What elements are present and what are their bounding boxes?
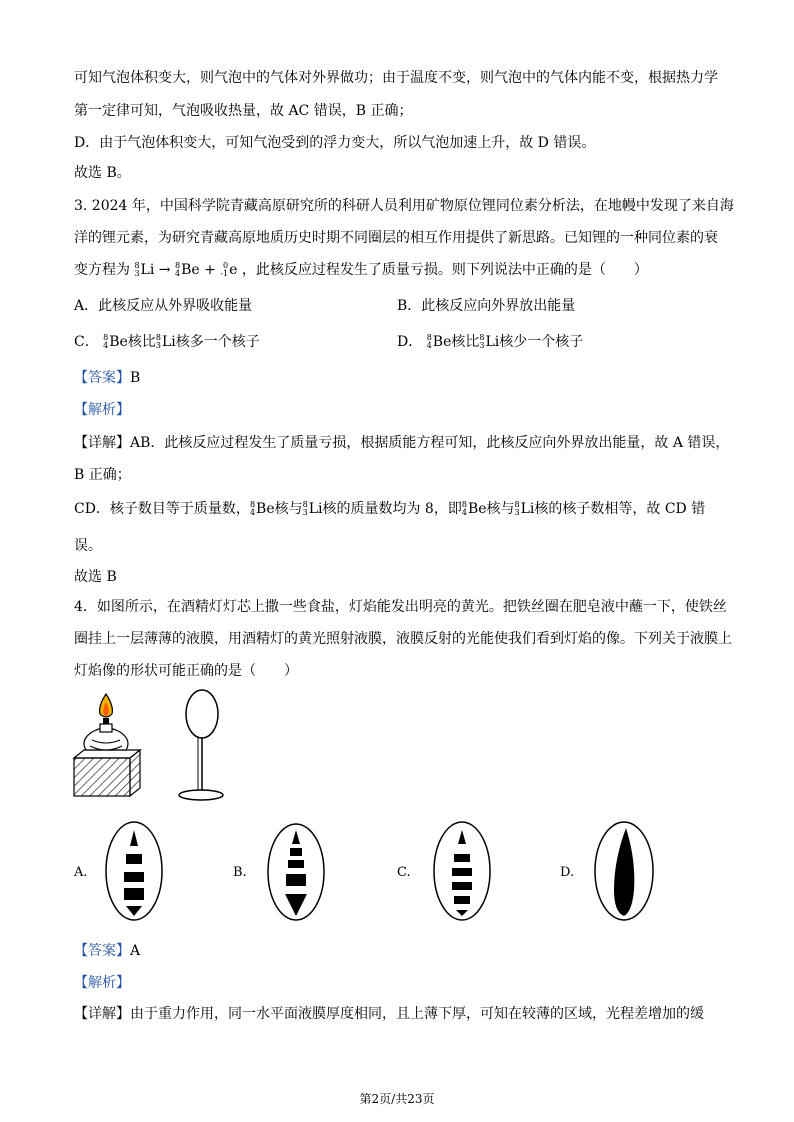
q3-detail-cont: B 正确； (74, 467, 131, 483)
q3-option-a: A．此核反应从外界吸收能量 (74, 298, 253, 314)
q3-option-b: B．此核反应向外界放出能量 (397, 298, 576, 314)
text-line: 第一定律可知，气泡吸收热量，故 AC 错误，B 正确； (74, 103, 413, 119)
li-nuclide: 8 3 Li (134, 261, 155, 278)
page-footer: 第2页/共23页 (359, 1092, 435, 1106)
alcohol-lamp (74, 694, 140, 796)
q4-option-a-label: A. (74, 865, 88, 880)
q4-option-a-image[interactable] (104, 820, 164, 922)
text: ，此核反应过程发生了质量亏损。则下列说法中正确的是（ ） (241, 262, 648, 278)
q4-option-b-image[interactable] (266, 822, 326, 922)
q4-answer: 【答案】A (74, 943, 141, 959)
q3-detail-cd: CD．核子数目等于质量数， 8 4 Be核与 8 3 Li核的质量数均为 8，即 8 4 Be核与 8 3 Li核的核子数相等，故 CD 错 (74, 500, 706, 517)
be-nuclide: 8 4 Be (174, 261, 200, 278)
q3-stem-line: 3. 2024 年，中国科学院青藏高原研究所的科研人员利用矿物原位锂同位素分析法，在地幔中发现了来自海 (74, 198, 734, 214)
text: 变方程为 (74, 262, 130, 278)
electron: 0 -1 e (220, 261, 238, 278)
q3-equation-line (74, 260, 648, 280)
q4-detail: 【详解】由于重力作用，同一水平面液膜厚度相同，且上薄下厚，可知在较薄的区域，光程差增加的缓 (74, 1006, 704, 1022)
q4-option-c-image[interactable] (432, 820, 492, 922)
q4-option-d-label: D. (560, 865, 575, 880)
wire-loop (179, 690, 223, 800)
q3-option-d: D． 8 4 Be核比 8 3 Li核少一个核子 (397, 333, 584, 350)
q3-detail: 【详解】AB．此核反应过程发生了质量亏损，根据质能方程可知，此核反应向外界放出能量，故 A 错误， (74, 435, 730, 451)
q3-analysis-tag: 【解析】 (74, 402, 130, 418)
lamp-and-loop-figure (70, 688, 240, 806)
q4-stem-line: 4．如图所示，在酒精灯灯芯上撒一些食盐，灯焰能发出明亮的黄光。把铁丝圈在肥皂液中蘸一下，使铁丝 (74, 599, 727, 615)
plus: + (204, 262, 216, 278)
q4-analysis-tag: 【解析】 (74, 975, 130, 991)
text-line: 可知气泡体积变大，则气泡中的气体对外界做功；由于温度不变，则气泡中的气体内能不变，根据热力学 (74, 70, 718, 86)
q3-stem-line: 洋的锂元素，为研究青藏高原地质历史时期不同圈层的相互作用提供了新思路。已知锂的一种同位素的衰 (74, 230, 718, 246)
q4-option-b-label: B. (233, 865, 247, 880)
q3-option-c: C． 8 4 Be核比 8 3 Li核多一个核子 (74, 333, 260, 350)
text-line: D．由于气泡体积变大，可知气泡受到的浮力变大，所以气泡加速上升，故 D 错误。 (74, 135, 596, 151)
q4-option-c-label: C. (397, 865, 411, 880)
q4-option-d-image[interactable] (592, 820, 656, 922)
text-line: 故选 B。 (74, 165, 131, 181)
q3-answer: 【答案】B (74, 370, 141, 386)
q3-final: 故选 B (74, 569, 117, 585)
arrow: → (158, 262, 171, 278)
q4-stem-line: 灯焰像的形状可能正确的是（ ） (74, 663, 298, 679)
q4-stem-line: 圈挂上一层薄薄的液膜，用酒精灯的黄光照射液膜，液膜反射的光能使我们看到灯焰的像。下列关于液膜上 (74, 631, 732, 647)
q3-detail-cd-cont: 误。 (74, 538, 102, 554)
